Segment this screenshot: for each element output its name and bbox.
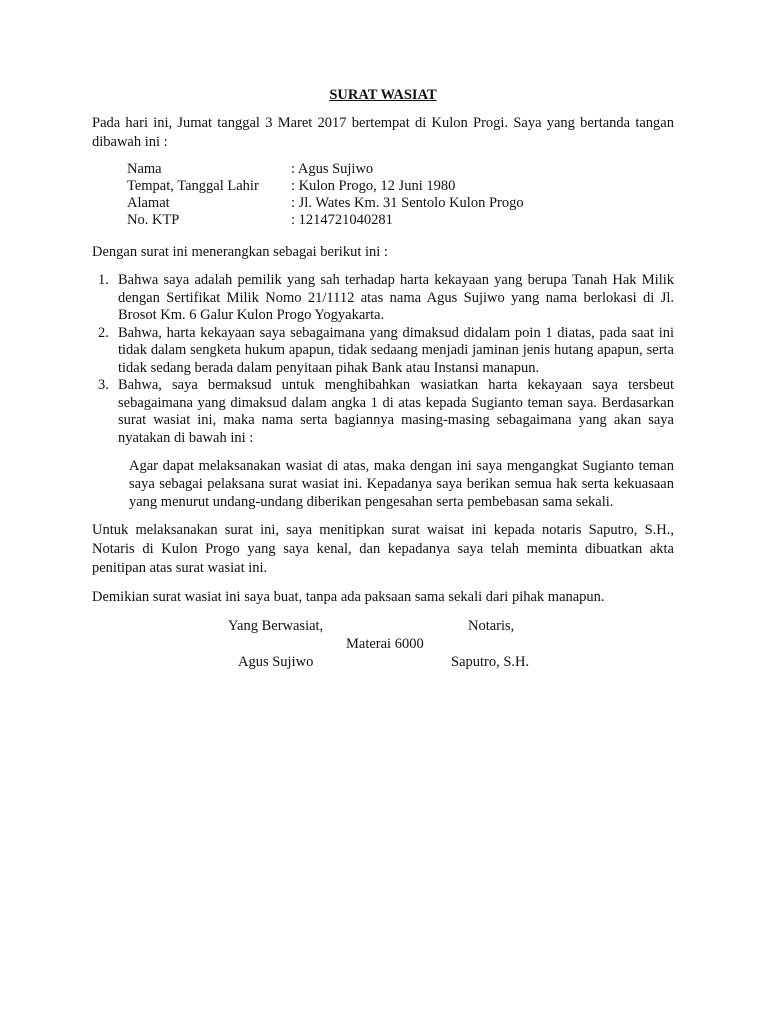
list-item-number: 2.: [98, 324, 109, 341]
list-item-text: Bahwa saya adalah pemilik yang sah terhadap harta kekayaan yang berupa Tanah Hak Milik dengan Sertifikat Milik Nomo 21/1112 atas nama Agus Sujiwo yang nama berlokasi di Jl. Brosot Km. 6 Galur Kulon Progo Yogyakarta.: [118, 272, 674, 323]
identity-row: [127, 212, 524, 229]
testator-name: Agus Sujiwo: [238, 654, 314, 670]
identity-row: [127, 178, 524, 195]
stamp-note: Materai 6000: [346, 636, 424, 652]
identity-row: [127, 161, 524, 178]
notary-paragraph: Untuk melaksanakan surat ini, saya menitipkan surat waisat ini kepada notaris Saputro, S.H., Notaris di Kulon Progo yang saya kenal, dan kepadanya saya telah meminta dibuatkan akta penitipan atas surat wasiat ini.: [92, 522, 674, 576]
identity-value: : Jl. Wates Km. 31 Sentolo Kulon Progo: [291, 195, 524, 211]
closing-paragraph: Demikian surat wasiat ini saya buat, tanpa ada paksaan sama sekali dari pihak manapun.: [92, 589, 605, 605]
intro-paragraph: Dengan surat ini menerangkan sebagai berikut ini :: [92, 244, 388, 260]
list-item: [92, 377, 674, 447]
list-item-text: Bahwa, saya bermaksud untuk menghibahkan wasiatkan harta kekayaan saya tersbeut sebagaimana yang dimaksud dalam angka 1 di atas kepada Sugianto teman saya. Berdasarkan surat wasiat ini, maka nama serta bagiannya masing-masing sebagaimana yang akan saya nyatakan di bawah ini :: [118, 377, 674, 446]
identity-row: [127, 195, 524, 212]
identity-label: Tempat, Tanggal Lahir: [127, 178, 259, 194]
list-item-text: Bahwa, harta kekayaan saya sebagaimana yang dimaksud didalam poin 1 diatas, pada saat ini tidak dalam sengketa hukum apapun, tidak sedaang menjadi jaminan jenis hutang apapun, serta tidak sedang berada dalam penyitaan pihak Bank atau Instansi manapun.: [118, 324, 674, 376]
testator-heading: Yang Berwasiat,: [228, 618, 324, 634]
identity-value: : 1214721040281: [291, 212, 393, 228]
signature-block: [92, 617, 674, 679]
identity-value: : Agus Sujiwo: [291, 161, 374, 177]
document-page: [92, 86, 674, 679]
list-item-number: 1.: [98, 272, 109, 288]
identity-label: Nama: [127, 161, 162, 177]
executor-paragraph: Agar dapat melaksanakan wasiat di atas, maka dengan ini saya mengangkat Sugianto teman saya sebagai pelaksana surat wasiat ini. Kepadanya saya berikan semua hak serta kekuasaan yang menurut undang-undang diberikan pengesahan serta pembebasan sama sekali.: [129, 458, 674, 510]
identity-table: [127, 161, 524, 229]
opening-paragraph: Pada hari ini, Jumat tanggal 3 Maret 2017 bertempat di Kulon Progi. Saya yang bertanda tangan dibawah ini :: [92, 115, 674, 150]
notary-name: Saputro, S.H.: [451, 654, 530, 670]
notary-heading: Notaris,: [468, 618, 515, 634]
list-item: [92, 325, 674, 378]
statement-list: [92, 272, 674, 447]
list-item: [92, 272, 674, 325]
identity-label: Alamat: [127, 195, 170, 211]
document-title: SURAT WASIAT: [329, 87, 437, 103]
identity-label: No. KTP: [127, 212, 180, 228]
list-item-number: 3.: [98, 377, 109, 393]
identity-value: : Kulon Progo, 12 Juni 1980: [291, 178, 456, 194]
